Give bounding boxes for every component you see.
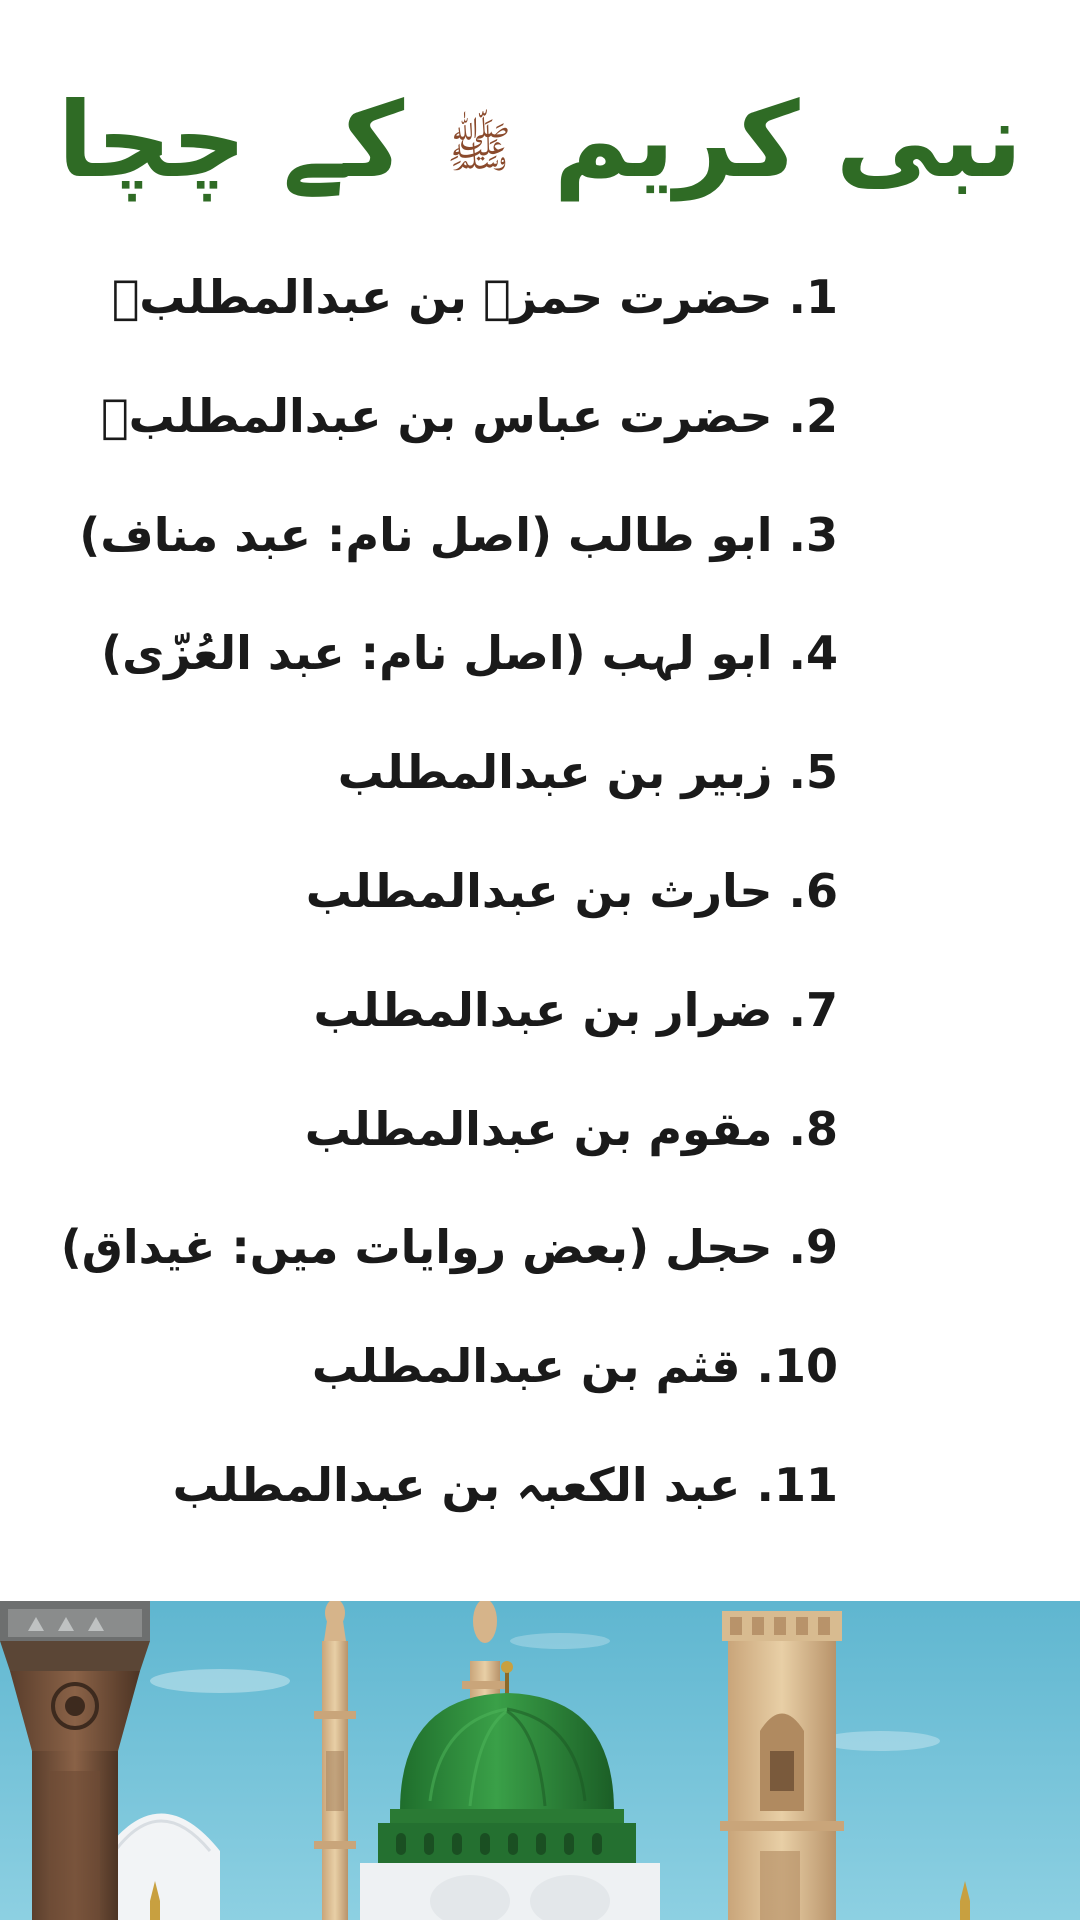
item-text: حارث بن عبدالمطلب <box>305 863 773 918</box>
item-number: 6 <box>805 863 838 918</box>
item-text: حجل (بعض روایات میں: غیداق) <box>60 1220 773 1275</box>
list-item: 4. ابو لہب (اصل نام: عبد العُزّی) <box>101 626 838 681</box>
item-number: 9 <box>805 1220 838 1275</box>
title-suffix: کے چچا <box>57 79 405 201</box>
item-text: ابو لہب (اصل نام: عبد العُزّی) <box>101 626 773 681</box>
item-text: قثم بن عبدالمطلب <box>311 1339 741 1394</box>
list-item: 7. ضرار بن عبدالمطلب <box>313 982 838 1037</box>
item-text: عبد الکعبہ بن عبدالمطلب <box>172 1457 741 1512</box>
green-dome-mosque-illustration <box>0 1601 1080 1920</box>
list-item: 2. حضرت عباس بن عبدالمطلبؓ <box>100 388 838 443</box>
item-number: 7 <box>805 982 838 1037</box>
item-text: ضرار بن عبدالمطلب <box>313 982 773 1037</box>
list-item: 3. ابو طالب (اصل نام: عبد مناف) <box>79 507 838 562</box>
list-item: 1. حضرت حمزہ بن عبدالمطلبؓ <box>111 270 838 324</box>
item-number: 2 <box>805 388 838 443</box>
item-number: 4 <box>805 626 838 681</box>
salutation-mark: ﷺ <box>446 115 512 179</box>
item-number: 11 <box>773 1457 838 1512</box>
item-number: 5 <box>805 745 838 800</box>
mosque-image <box>0 1601 1080 1920</box>
item-text: حضرت حمزہ بن عبدالمطلبؓ <box>111 270 773 324</box>
list-item: 11. عبد الکعبہ بن عبدالمطلب <box>172 1457 838 1512</box>
item-number: 3 <box>805 507 838 562</box>
item-number: 1 <box>805 270 838 324</box>
item-text: مقوم بن عبدالمطلب <box>304 1101 773 1156</box>
item-text: زبیر بن عبدالمطلب <box>337 745 773 800</box>
list-item: 8. مقوم بن عبدالمطلب <box>304 1101 838 1156</box>
item-text: ابو طالب (اصل نام: عبد مناف) <box>79 507 773 562</box>
title-main: نبی کریم <box>553 79 1023 201</box>
item-number: 10 <box>773 1339 838 1394</box>
item-text: حضرت عباس بن عبدالمطلبؓ <box>100 388 773 443</box>
list-item: 5. زبیر بن عبدالمطلب <box>337 745 838 800</box>
list-item: 10. قثم بن عبدالمطلب <box>311 1339 838 1394</box>
list-item: 9. حجل (بعض روایات میں: غیداق) <box>60 1220 838 1275</box>
uncles-list <box>60 238 838 1545</box>
list-item: 6. حارث بن عبدالمطلب <box>305 863 838 918</box>
page-title <box>0 70 1080 218</box>
item-number: 8 <box>805 1101 838 1156</box>
